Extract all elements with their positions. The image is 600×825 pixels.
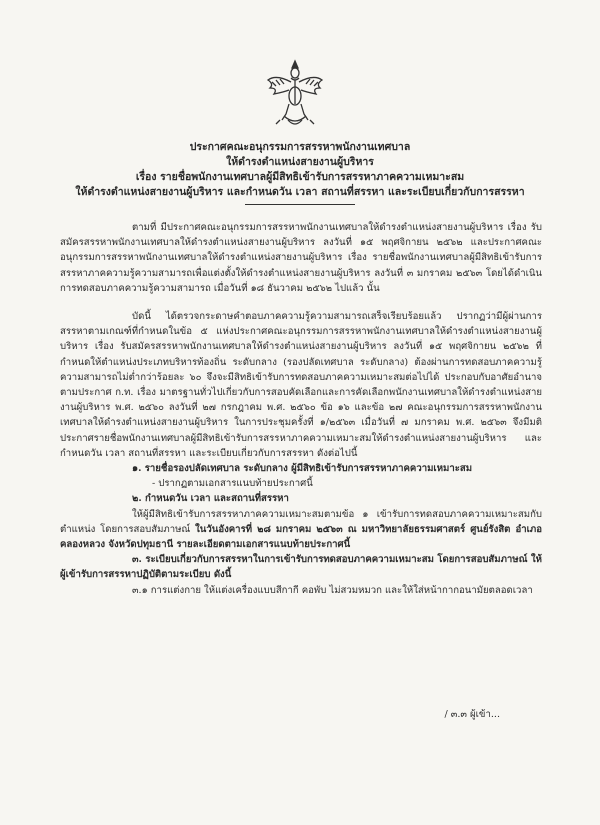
garuda-emblem-icon <box>262 58 328 130</box>
issuer-line: ประกาศคณะอนุกรรมการสรรหาพนักงานเทศบาล <box>189 141 411 153</box>
section-3-heading: ๓. ระเบียบเกี่ยวกับการสรรหาในการเข้ารับการทดสอบภาคความเหมาะสม โดยการสอบสัมภาษณ์ ให้ผู้เข้ารับการสรรหาปฏิบัติตามระเบียบ ดังนี้ <box>60 554 542 581</box>
subject-subline: ให้ดำรงตำแหน่งสายงานผู้บริหาร และกำหนดวัน เวลา สถานที่สรรหา และระเบียบเกี่ยวกับการสรรหา <box>75 186 525 198</box>
paragraph-schedule <box>60 507 542 553</box>
announcement-header <box>60 140 540 200</box>
header-divider <box>245 204 355 205</box>
schedule-date-venue: ในวันอังคารที่ ๒๘ มกราคม ๒๕๖๓ ณ มหาวิทยาลัยธรรมศาสตร์ ศูนย์รังสิต อำเภอคลองหลวง จังหวัดปทุมธานี รายละเอียดตามเอกสารแนบท้ายประกาศนี้ <box>60 523 542 551</box>
section-3-1-dress-code: ๓.๑ การแต่งกาย ให้แต่งเครื่องแบบสีกากี คอพับ ไม่สวมหมวก และให้ใส่หน้ากากอนามัยตลอดเวลา <box>132 584 533 596</box>
section-2-heading: ๒. กำหนดวัน เวลา และสถานที่สรรหา <box>132 493 289 505</box>
paragraph-background: ตามที่ มีประกาศคณะอนุกรรมการสรรหาพนักงานเทศบาลให้ดำรงตำแหน่งสายงานผู้บริหาร เรื่อง รับสมัครสรรหาพนักงานเทศบาลให้ดำรงตำแหน่งสายงานผู้บริหาร ลงวันที่ ๑๕ พฤศจิกายน ๒๕๖๒ และประกาศคณะอนุกรรมการสรรหาพนักงานเทศบาลให้ดำรงตำแหน่งสายงานผู้บริหาร เรื่อง รายชื่อพนักงานเทศบาลผู้มีสิทธิเข้ารับการสรรหาภาคความรู้ความสามารถเพื่อแต่งตั้งให้ดำรงตำแหน่งสายงานผู้บริหาร ลงวันที่ ๓ มกราคม ๒๕๖๓ โดยได้ดำเนินการทดสอบภาคความรู้ความสามารถ เมื่อวันที่ ๑๘ ธันวาคม ๒๕๖๒ ไปแล้ว นั้น <box>60 222 542 294</box>
subject-line: เรื่อง รายชื่อพนักงานเทศบาลผู้มีสิทธิเข้ารับการสรรหาภาคความเหมาะสม <box>135 171 465 183</box>
section-1-detail: - ปรากฏตามเอกสารแนบท้ายประกาศนี้ <box>152 478 313 490</box>
paragraph-resolution: บัดนี้ ได้ตรวจกระดาษคำตอบภาคความรู้ความสามารถเสร็จเรียบร้อยแล้ว ปรากฏว่ามีผู้ผ่านการสรรหาตามเกณฑ์ที่กำหนดในข้อ ๕ แห่งประกาศคณะอนุกรรมการสรรหาพนักงานเทศบาลให้ดำรงตำแหน่งสายงานผู้บริหาร เรื่อง รับสมัครสรรหาพนักงานเทศบาลให้ดำรงตำแหน่งสายงานผู้บริหาร ลงวันที่ ๑๕ พฤศจิกายน ๒๕๖๒ ที่กำหนดให้ตำแหน่งประเภทบริหารท้องถิ่น ระดับกลาง (รองปลัดเทศบาล ระดับกลาง) ต้องผ่านการทดสอบภาคความรู้ความสามารถไม่ต่ำกว่าร้อยละ ๖๐ จึงจะมีสิทธิเข้ารับการทดสอบภาคความเหมาะสมต่อไปได้ ประกอบกับอาศัยอำนาจตามประกาศ ก.ท. เรื่อง มาตรฐานทั่วไปเกี่ยวกับการสอบคัดเลือกและการคัดเลือกพนักงานเทศบาลให้ดำรงตำแหน่งสายงานผู้บริหาร พ.ศ. ๒๕๖๐ ลงวันที่ ๒๗ กรกฎาคม พ.ศ. ๒๕๖๐ ข้อ ๑๖ และข้อ ๒๗ คณะอนุกรรมการสรรหาพนักงานเทศบาลให้ดำรงตำแหน่งสายงานผู้บริหาร ในการประชุมครั้งที่ ๑/๒๕๖๓ เมื่อวันที่ ๗ มกราคม พ.ศ. ๒๕๖๓ จึงมีมติประกาศรายชื่อพนักงานเทศบาลผู้มีสิทธิเข้ารับการสรรหาภาคความเหมาะสมให้ดำรงตำแหน่งสายงานผู้บริหาร และกำหนดวัน เวลา สถานที่สรรหา และระเบียบเกี่ยวกับการสรรหา ดังต่อไปนี้ <box>60 311 542 459</box>
schedule-text: ให้ผู้มีสิทธิเข้ารับการสรรหาภาคความเหมาะสมตามข้อ ๑ เข้ารับการทดสอบภาคความเหมาะสมกับตำแหน่ง โดยการสอบสัมภาษณ์ <box>60 508 542 535</box>
section-1-heading: ๑. รายชื่อรองปลัดเทศบาล ระดับกลาง ผู้มีสิทธิเข้ารับการสรรหาภาคความเหมาะสม <box>132 463 473 475</box>
announcement-body <box>60 220 542 598</box>
continuation-marker: / ๓.๓ ผู้เข้า... <box>444 709 500 720</box>
issuer-subline: ให้ดำรงตำแหน่งสายงานผู้บริหาร <box>226 156 374 168</box>
